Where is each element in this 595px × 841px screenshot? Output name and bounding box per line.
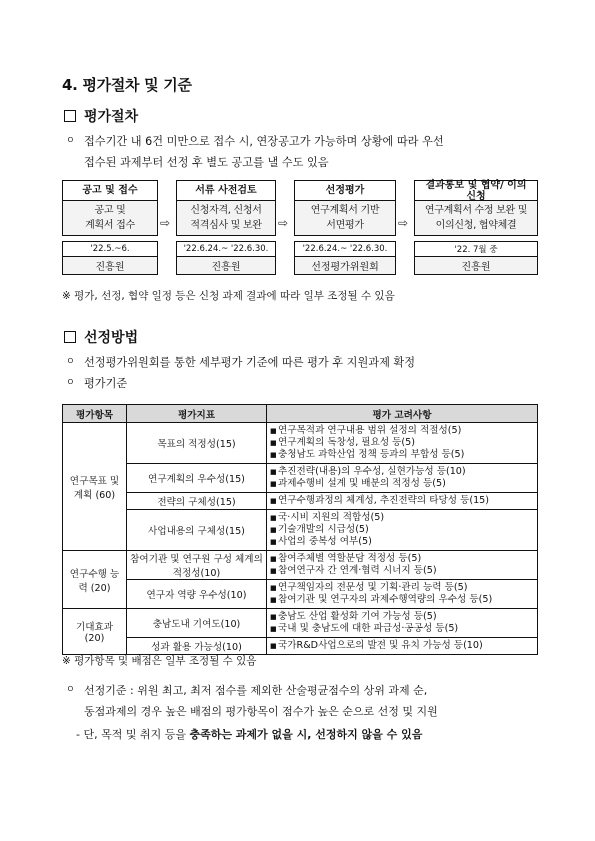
indicator-cell: 연구계획의 우수성(15) bbox=[127, 464, 267, 493]
step-announcement bbox=[62, 180, 158, 275]
step-date: '22.5.~6. bbox=[62, 241, 158, 257]
table-row bbox=[63, 423, 538, 464]
header-indicator: 평가지표 bbox=[127, 405, 267, 423]
selection-bullet-1: ㅇ 선정평가위원회를 통한 세부평가 기준에 따른 평가 후 지원과제 확정 bbox=[66, 352, 541, 373]
list-item: ■ 참여기관 및 연구자의 과제수행역량의 우수성 등(5) bbox=[270, 594, 534, 606]
indicator-cell: 참여기관 및 연구원 구성 체계의 적정성(10) bbox=[127, 551, 267, 580]
selection-bullet-2: ㅇ 평가기준 bbox=[66, 373, 541, 394]
step-title: 선정평가 bbox=[294, 180, 396, 201]
arrow-right-icon: ⇨ bbox=[278, 216, 289, 230]
evaluation-table bbox=[62, 404, 538, 655]
considerations-cell bbox=[267, 609, 538, 638]
step-selection-evaluation bbox=[294, 180, 396, 275]
step-date: '22.6.24.~ '22.6.30. bbox=[294, 241, 396, 257]
list-item: ■ 참여연구자 간 연계·협력 시너지 등(5) bbox=[270, 565, 534, 577]
category-cell: 연구수행 능력 (20) bbox=[63, 551, 127, 609]
table-note: ※ 평가항목 및 배점은 일부 조정될 수 있음 bbox=[62, 655, 257, 667]
selection-heading: 선정방법 bbox=[64, 327, 138, 347]
indicator-cell: 충남도내 기여도(10) bbox=[127, 609, 267, 638]
step-desc: 연구계획서 기반 서면평가 bbox=[294, 201, 396, 236]
circle-bullet-icon: ㅇ bbox=[66, 685, 75, 695]
category-cell: 연구목표 및 계획 (60) bbox=[63, 423, 127, 551]
indicator-cell: 연구자 역량 우수성(10) bbox=[127, 580, 267, 609]
list-item: ■ 기술개발의 시급성(5) bbox=[270, 524, 534, 536]
table-row bbox=[63, 580, 538, 609]
step-agency: 진흥원 bbox=[62, 257, 158, 275]
considerations-cell bbox=[267, 551, 538, 580]
step-agency: 선정평가위원회 bbox=[294, 257, 396, 275]
table-row bbox=[63, 551, 538, 580]
circle-bullet-icon: ㅇ bbox=[66, 378, 75, 388]
list-item: ■ 연구수행과정의 체계성, 추진전략의 타당성 등(15) bbox=[270, 495, 534, 507]
step-agency: 진흥원 bbox=[176, 257, 276, 275]
list-item: ■ 연구목적과 연구내용 범위 설정의 적절성(5) bbox=[270, 425, 534, 437]
step-title: 결과통보 및 협약/ 이의신청 bbox=[414, 180, 538, 201]
arrow-right-icon: ⇨ bbox=[160, 216, 171, 230]
step-date: '22. 7월 중 bbox=[414, 241, 538, 257]
category-cell: 기대효과 (20) bbox=[63, 609, 127, 655]
table-row bbox=[63, 493, 538, 510]
list-item: ■ 국·시비 지원의 적합성(5) bbox=[270, 512, 534, 524]
step-title: 공고 및 접수 bbox=[62, 180, 158, 201]
list-item: ■ 과제수행비 설계 및 배분의 적정성 등(5) bbox=[270, 478, 534, 490]
list-item: ■ 연구계획의 독창성, 필요성 등(5) bbox=[270, 437, 534, 449]
list-item: ■ 참여주체별 역할분담 적정성 등(5) bbox=[270, 553, 534, 565]
exception-line: - 단, 목적 및 취지 등을 충족하는 과제가 없을 시, 선정하지 않을 수 있음 bbox=[76, 728, 423, 741]
checkbox-square-icon bbox=[64, 110, 76, 122]
list-item: ■ 국내 및 충남도에 대한 파급성·공공성 등(5) bbox=[270, 623, 534, 635]
procedure-heading: 평가절차 bbox=[64, 106, 138, 126]
list-item: ■ 사업의 중복성 여부(5) bbox=[270, 536, 534, 548]
step-date: '22.6.24.~ '22.6.30. bbox=[176, 241, 276, 257]
criteria-bullet: ㅇ 선정기준 : 위원 최고, 최저 점수를 제외한 산술평균점수의 상위 과제 순, 동점과제의 경우 높은 배점의 평가항목이 점수가 높은 순으로 선정 및 지원 bbox=[66, 680, 541, 722]
step-document-review bbox=[176, 180, 276, 275]
table-row bbox=[63, 464, 538, 493]
indicator-cell: 사업내용의 구체성(15) bbox=[127, 510, 267, 551]
step-desc: 신청자격, 신청서 적격심사 및 보완 bbox=[176, 201, 276, 236]
table-row bbox=[63, 510, 538, 551]
table-row bbox=[63, 609, 538, 638]
step-title: 서류 사전검토 bbox=[176, 180, 276, 201]
step-agency: 진흥원 bbox=[414, 257, 538, 275]
list-item: ■ 국가R&D사업으로의 발전 및 유치 가능성 등(10) bbox=[270, 640, 534, 652]
list-item: ■ 충남도 산업 활성화 기여 가능성 등(5) bbox=[270, 611, 534, 623]
section-title: 4. 평가절차 및 기준 bbox=[62, 76, 192, 94]
procedure-note: ※ 평가, 선정, 협약 일정 등은 신청 과제 결과에 따라 일부 조정될 수 있음 bbox=[62, 290, 395, 302]
step-result-notice bbox=[414, 180, 538, 275]
considerations-cell bbox=[267, 510, 538, 551]
table-header-row bbox=[63, 405, 538, 423]
checkbox-square-icon bbox=[64, 331, 76, 343]
arrow-right-icon: ⇨ bbox=[398, 216, 409, 230]
indicator-cell: 목표의 적정성(15) bbox=[127, 423, 267, 464]
considerations-cell bbox=[267, 638, 538, 655]
considerations-cell bbox=[267, 423, 538, 464]
considerations-cell bbox=[267, 493, 538, 510]
circle-bullet-icon: ㅇ bbox=[66, 357, 75, 367]
table-row bbox=[63, 638, 538, 655]
list-item: ■ 추진전략(내용)의 우수성, 실현가능성 등(10) bbox=[270, 466, 534, 478]
indicator-cell: 성과 활용 가능성(10) bbox=[127, 638, 267, 655]
step-desc: 연구계획서 수정 보완 및 이의신청, 협약체결 bbox=[414, 201, 538, 236]
list-item: ■ 충청남도 과학산업 정책 등과의 부합성 등(5) bbox=[270, 449, 534, 461]
indicator-cell: 전략의 구체성(15) bbox=[127, 493, 267, 510]
circle-bullet-icon: ㅇ bbox=[66, 136, 75, 146]
considerations-cell bbox=[267, 580, 538, 609]
step-desc: 공고 및 계획서 접수 bbox=[62, 201, 158, 236]
header-considerations: 평가 고려사항 bbox=[267, 405, 538, 423]
header-category: 평가항목 bbox=[63, 405, 127, 423]
procedure-bullet: ㅇ 접수기간 내 6건 미만으로 접수 시, 연장공고가 가능하며 상황에 따라 우선 접수된 과제부터 선정 후 별도 공고를 낼 수도 있음 bbox=[66, 131, 541, 173]
considerations-cell bbox=[267, 464, 538, 493]
list-item: ■ 연구책임자의 전문성 및 기획·관리 능력 등(5) bbox=[270, 582, 534, 594]
